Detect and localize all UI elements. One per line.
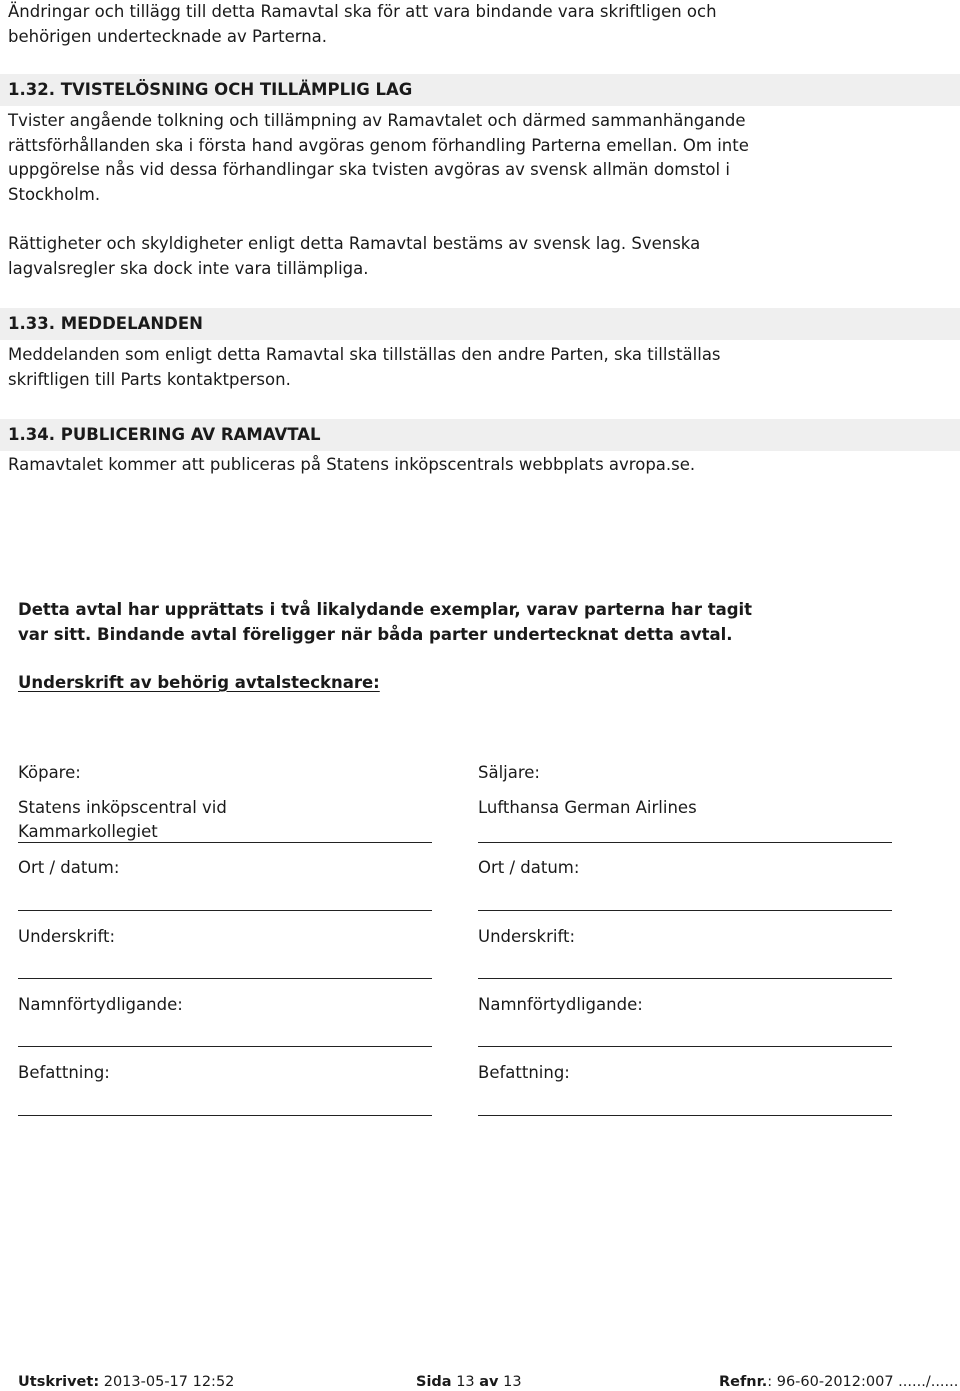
seller-name-underline: [478, 842, 892, 843]
buyer-name-clarification-line[interactable]: [18, 1046, 432, 1047]
seller-place-date-label: Ort / datum:: [478, 858, 580, 877]
paragraph-line: Stockholm.: [8, 184, 101, 204]
intro-line: behörigen undertecknade av Parterna.: [8, 26, 328, 46]
footer-printed-value: 2013-05-17 12:52: [103, 1374, 235, 1390]
paragraph-line: rättsförhållanden ska i första hand avgöras genom förhandling Parterna emellan. Om inte: [8, 135, 749, 155]
seller-name-clarification-line[interactable]: [478, 1046, 892, 1047]
seller-place-date-line[interactable]: [478, 910, 892, 911]
paragraph-line: Meddelanden som enligt detta Ramavtal ska tillställas den andre Parten, ska tillställas: [8, 345, 721, 364]
signature-heading: Underskrift av behörig avtalstecknare:: [18, 673, 380, 692]
intro-line: Ändringar och tillägg till detta Ramavtal ska för att vara bindande vara skriftligen och: [8, 2, 717, 21]
paragraph-line: uppgörelse nås vid dessa förhandlingar ska tvisten avgöras av svensk allmän domstol i: [8, 160, 730, 179]
seller-position-label: Befattning:: [478, 1063, 570, 1082]
buyer-signature-label: Underskrift:: [18, 927, 116, 946]
lag-paragraph: [8, 232, 700, 281]
footer-ref-value: : 96-60-2012:007 ....../......: [767, 1374, 959, 1390]
paragraph-line: Tvister angående tolkning och tillämpning av Ramavtalet och därmed sammanhängande: [8, 111, 746, 130]
paragraph-line: Rättigheter och skyldigheter enligt detta Ramavtal bestäms av svensk lag. Svenska: [8, 234, 701, 253]
paragraph-line: skriftligen till Parts kontaktperson.: [8, 369, 291, 389]
footer-reference: [719, 1373, 958, 1391]
footer-page-of: av: [479, 1374, 499, 1390]
closing-statement: [18, 597, 752, 647]
footer-page-current: 13: [456, 1374, 475, 1390]
buyer-name-underline: [18, 842, 432, 843]
paragraph-line: Ramavtalet kommer att publiceras på Statens inköpscentrals webbplats avropa.se.: [8, 455, 696, 474]
buyer-position-line[interactable]: [18, 1115, 432, 1116]
intro-paragraph: [8, 0, 717, 49]
seller-name-line: Lufthansa German Airlines: [478, 798, 697, 817]
footer-page-number: [416, 1373, 522, 1391]
tvist-paragraph: [8, 109, 749, 207]
meddelanden-paragraph: [8, 343, 721, 392]
seller-name-clarification-label: Namnförtydligande:: [478, 995, 643, 1014]
buyer-place-date-label: Ort / datum:: [18, 858, 120, 877]
footer-ref-label: Refnr.: [719, 1374, 768, 1390]
buyer-place-date-line[interactable]: [18, 910, 432, 911]
section-title-meddelanden: 1.33. MEDDELANDEN: [8, 314, 203, 333]
seller-role-label: Säljare:: [478, 763, 540, 782]
section-title-publicering: 1.34. PUBLICERING AV RAMAVTAL: [8, 425, 321, 444]
footer-page-total: 13: [503, 1374, 522, 1390]
buyer-name-line: Statens inköpscentral vid: [18, 798, 227, 817]
closing-line: Detta avtal har upprättats i två likalydande exemplar, varav parterna har tagit: [18, 600, 753, 619]
publicering-paragraph: [8, 453, 695, 478]
footer-printed: [18, 1373, 234, 1391]
buyer-role-label: Köpare:: [18, 763, 81, 782]
section-title-tvistelosning: 1.32. TVISTELÖSNING OCH TILLÄMPLIG LAG: [8, 80, 413, 99]
footer-page-label: Sida: [416, 1374, 452, 1390]
closing-line: var sitt. Bindande avtal föreligger när båda parter undertecknat detta avtal.: [18, 625, 733, 644]
seller-signature-line[interactable]: [478, 978, 892, 979]
seller-position-line[interactable]: [478, 1115, 892, 1116]
seller-signature-label: Underskrift:: [478, 927, 576, 946]
buyer-name-clarification-label: Namnförtydligande:: [18, 995, 183, 1014]
footer-printed-label: Utskrivet:: [18, 1374, 100, 1390]
buyer-name-line: Kammarkollegiet: [18, 822, 158, 841]
buyer-position-label: Befattning:: [18, 1063, 110, 1082]
buyer-signature-line[interactable]: [18, 978, 432, 979]
paragraph-line: lagvalsregler ska dock inte vara tillämpliga.: [8, 258, 369, 278]
